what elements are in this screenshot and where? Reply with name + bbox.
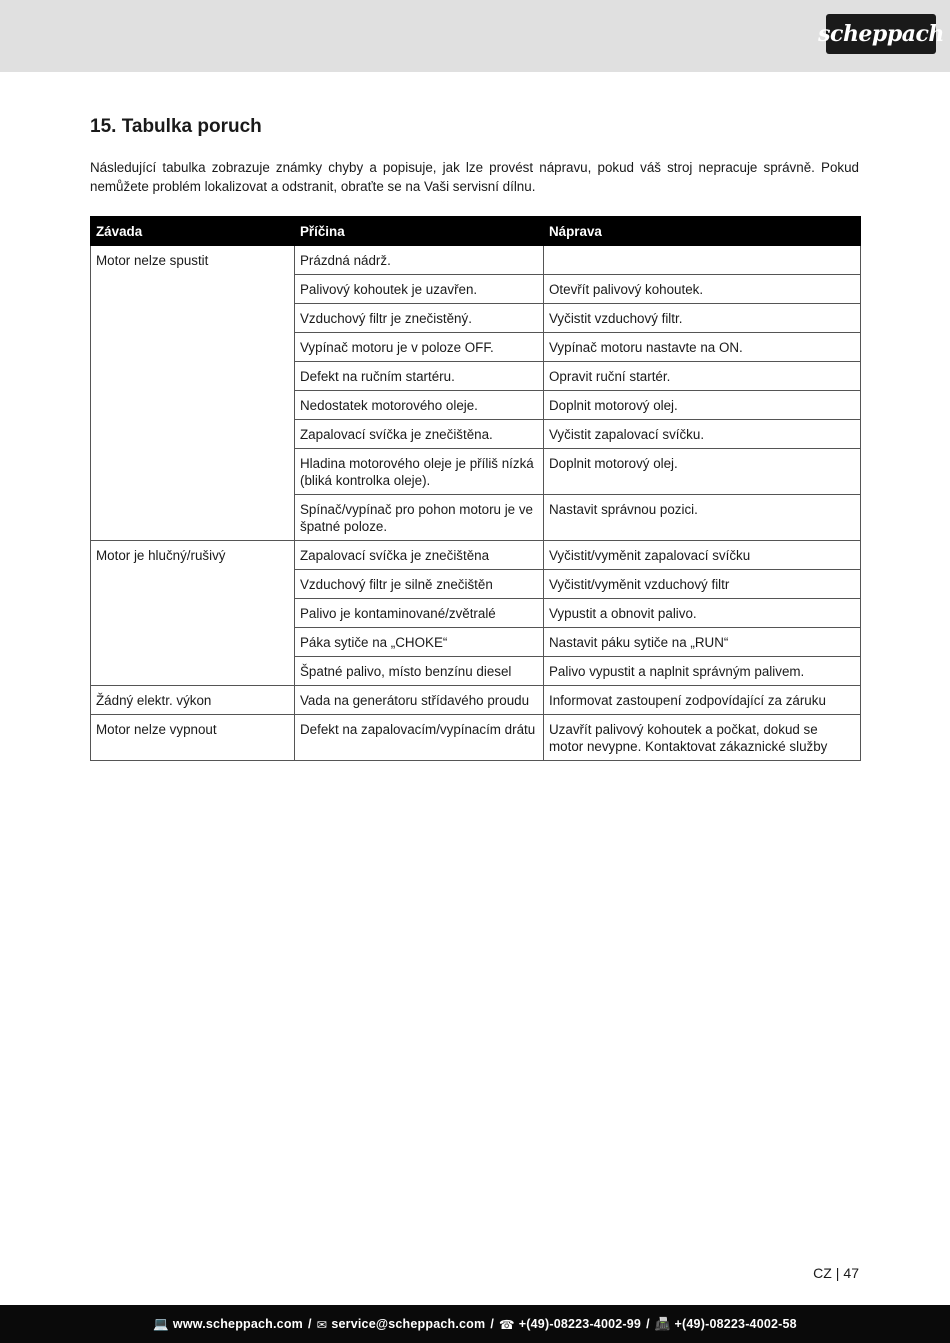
cause-cell: Palivo je kontaminované/zvětralé bbox=[295, 599, 544, 628]
remedy-cell: Otevřít palivový kohoutek. bbox=[544, 275, 861, 304]
remedy-cell: Vypustit a obnovit palivo. bbox=[544, 599, 861, 628]
footer-separator: / bbox=[646, 1317, 650, 1331]
cause-cell: Palivový kohoutek je uzavřen. bbox=[295, 275, 544, 304]
remedy-cell: Vyčistit/vyměnit vzduchový filtr bbox=[544, 570, 861, 599]
phone-icon: ☎ bbox=[499, 1317, 515, 1332]
page-separator: | bbox=[835, 1265, 840, 1281]
header-cause: Příčina bbox=[295, 217, 544, 246]
remedy-cell: Uzavřít palivový kohoutek a počkat, dokud se motor nevypne. Kontaktovat zákaznické služby bbox=[544, 715, 861, 761]
cause-cell: Defekt na zapalovacím/vypínacím drátu bbox=[295, 715, 544, 761]
remedy-cell: Doplnit motorový olej. bbox=[544, 391, 861, 420]
cause-cell: Spínač/vypínač pro pohon motoru je ve špatné poloze. bbox=[295, 495, 544, 541]
cause-cell: Zapalovací svíčka je znečištěna. bbox=[295, 420, 544, 449]
fax-number: +(49)-08223-4002-58 bbox=[674, 1317, 797, 1331]
header-fault: Závada bbox=[91, 217, 295, 246]
table-row bbox=[91, 715, 861, 761]
troubleshooting-table bbox=[90, 216, 861, 761]
cause-cell: Vypínač motoru je v poloze OFF. bbox=[295, 333, 544, 362]
table-row bbox=[91, 541, 861, 570]
table-row bbox=[91, 246, 861, 275]
fault-cell: Motor nelze vypnout bbox=[91, 715, 295, 761]
fax-icon: 📠 bbox=[654, 1316, 671, 1331]
remedy-cell: Nastavit správnou pozici. bbox=[544, 495, 861, 541]
footer-separator: / bbox=[490, 1317, 495, 1331]
intro-paragraph: Následující tabulka zobrazuje známky chyby a popisuje, jak lze provést nápravu, pokud váš stroj nepracuje správně. Pokud nemůžete problém lokalizovat a odstranit, obraťte se na Vaši servisní dílnu. bbox=[90, 160, 859, 194]
table-row bbox=[91, 686, 861, 715]
remedy-cell: Doplnit motorový olej. bbox=[544, 449, 861, 495]
remedy-cell: Opravit ruční startér. bbox=[544, 362, 861, 391]
cause-cell: Vada na generátoru střídavého proudu bbox=[295, 686, 544, 715]
header-band bbox=[0, 0, 950, 72]
phone-number: +(49)-08223-4002-99 bbox=[518, 1317, 642, 1331]
remedy-cell: Vyčistit/vyměnit zapalovací svíčku bbox=[544, 541, 861, 570]
header-remedy: Náprava bbox=[544, 217, 861, 246]
cause-cell: Vzduchový filtr je znečistěný. bbox=[295, 304, 544, 333]
cause-cell: Prázdná nádrž. bbox=[295, 246, 544, 275]
fault-cell: Motor je hlučný/rušivý bbox=[91, 541, 295, 686]
remedy-cell: Vyčistit vzduchový filtr. bbox=[544, 304, 861, 333]
remedy-cell: Informovat zastoupení zodpovídající za záruku bbox=[544, 686, 861, 715]
fault-cell: Motor nelze spustit bbox=[91, 246, 295, 541]
remedy-cell bbox=[544, 246, 861, 275]
footer-separator: / bbox=[307, 1317, 312, 1331]
cause-cell: Páka sytiče na „CHOKE“ bbox=[295, 628, 544, 657]
remedy-cell: Nastavit páku sytiče na „RUN“ bbox=[544, 628, 861, 657]
remedy-cell: Palivo vypustit a naplnit správným palivem. bbox=[544, 657, 861, 686]
cause-cell: Špatné palivo, místo benzínu diesel bbox=[295, 657, 544, 686]
computer-icon: 💻 bbox=[153, 1316, 169, 1331]
cause-cell: Hladina motorového oleje je příliš nízká (bliká kontrolka oleje). bbox=[295, 449, 544, 495]
fault-cell: Žádný elektr. výkon bbox=[91, 686, 295, 715]
cause-cell: Zapalovací svíčka je znečištěna bbox=[295, 541, 544, 570]
cause-cell: Nedostatek motorového oleje. bbox=[295, 391, 544, 420]
website-link[interactable]: www.scheppach.com bbox=[172, 1317, 303, 1331]
page-number: 47 bbox=[843, 1265, 859, 1281]
section-title: 15. Tabulka poruch bbox=[90, 116, 262, 137]
table-header-row bbox=[91, 217, 861, 246]
scheppach-logo bbox=[818, 14, 944, 54]
logo-text: scheppach bbox=[818, 21, 944, 47]
contact-footer bbox=[0, 1305, 950, 1343]
email-link[interactable]: service@scheppach.com bbox=[331, 1317, 486, 1331]
remedy-cell: Vyčistit zapalovací svíčku. bbox=[544, 420, 861, 449]
remedy-cell: Vypínač motoru nastavte na ON. bbox=[544, 333, 861, 362]
page-number-label bbox=[813, 1265, 859, 1281]
language-code: CZ bbox=[813, 1265, 832, 1281]
cause-cell: Vzduchový filtr je silně znečištěn bbox=[295, 570, 544, 599]
cause-cell: Defekt na ručním startéru. bbox=[295, 362, 544, 391]
email-icon: ✉ bbox=[316, 1317, 328, 1332]
